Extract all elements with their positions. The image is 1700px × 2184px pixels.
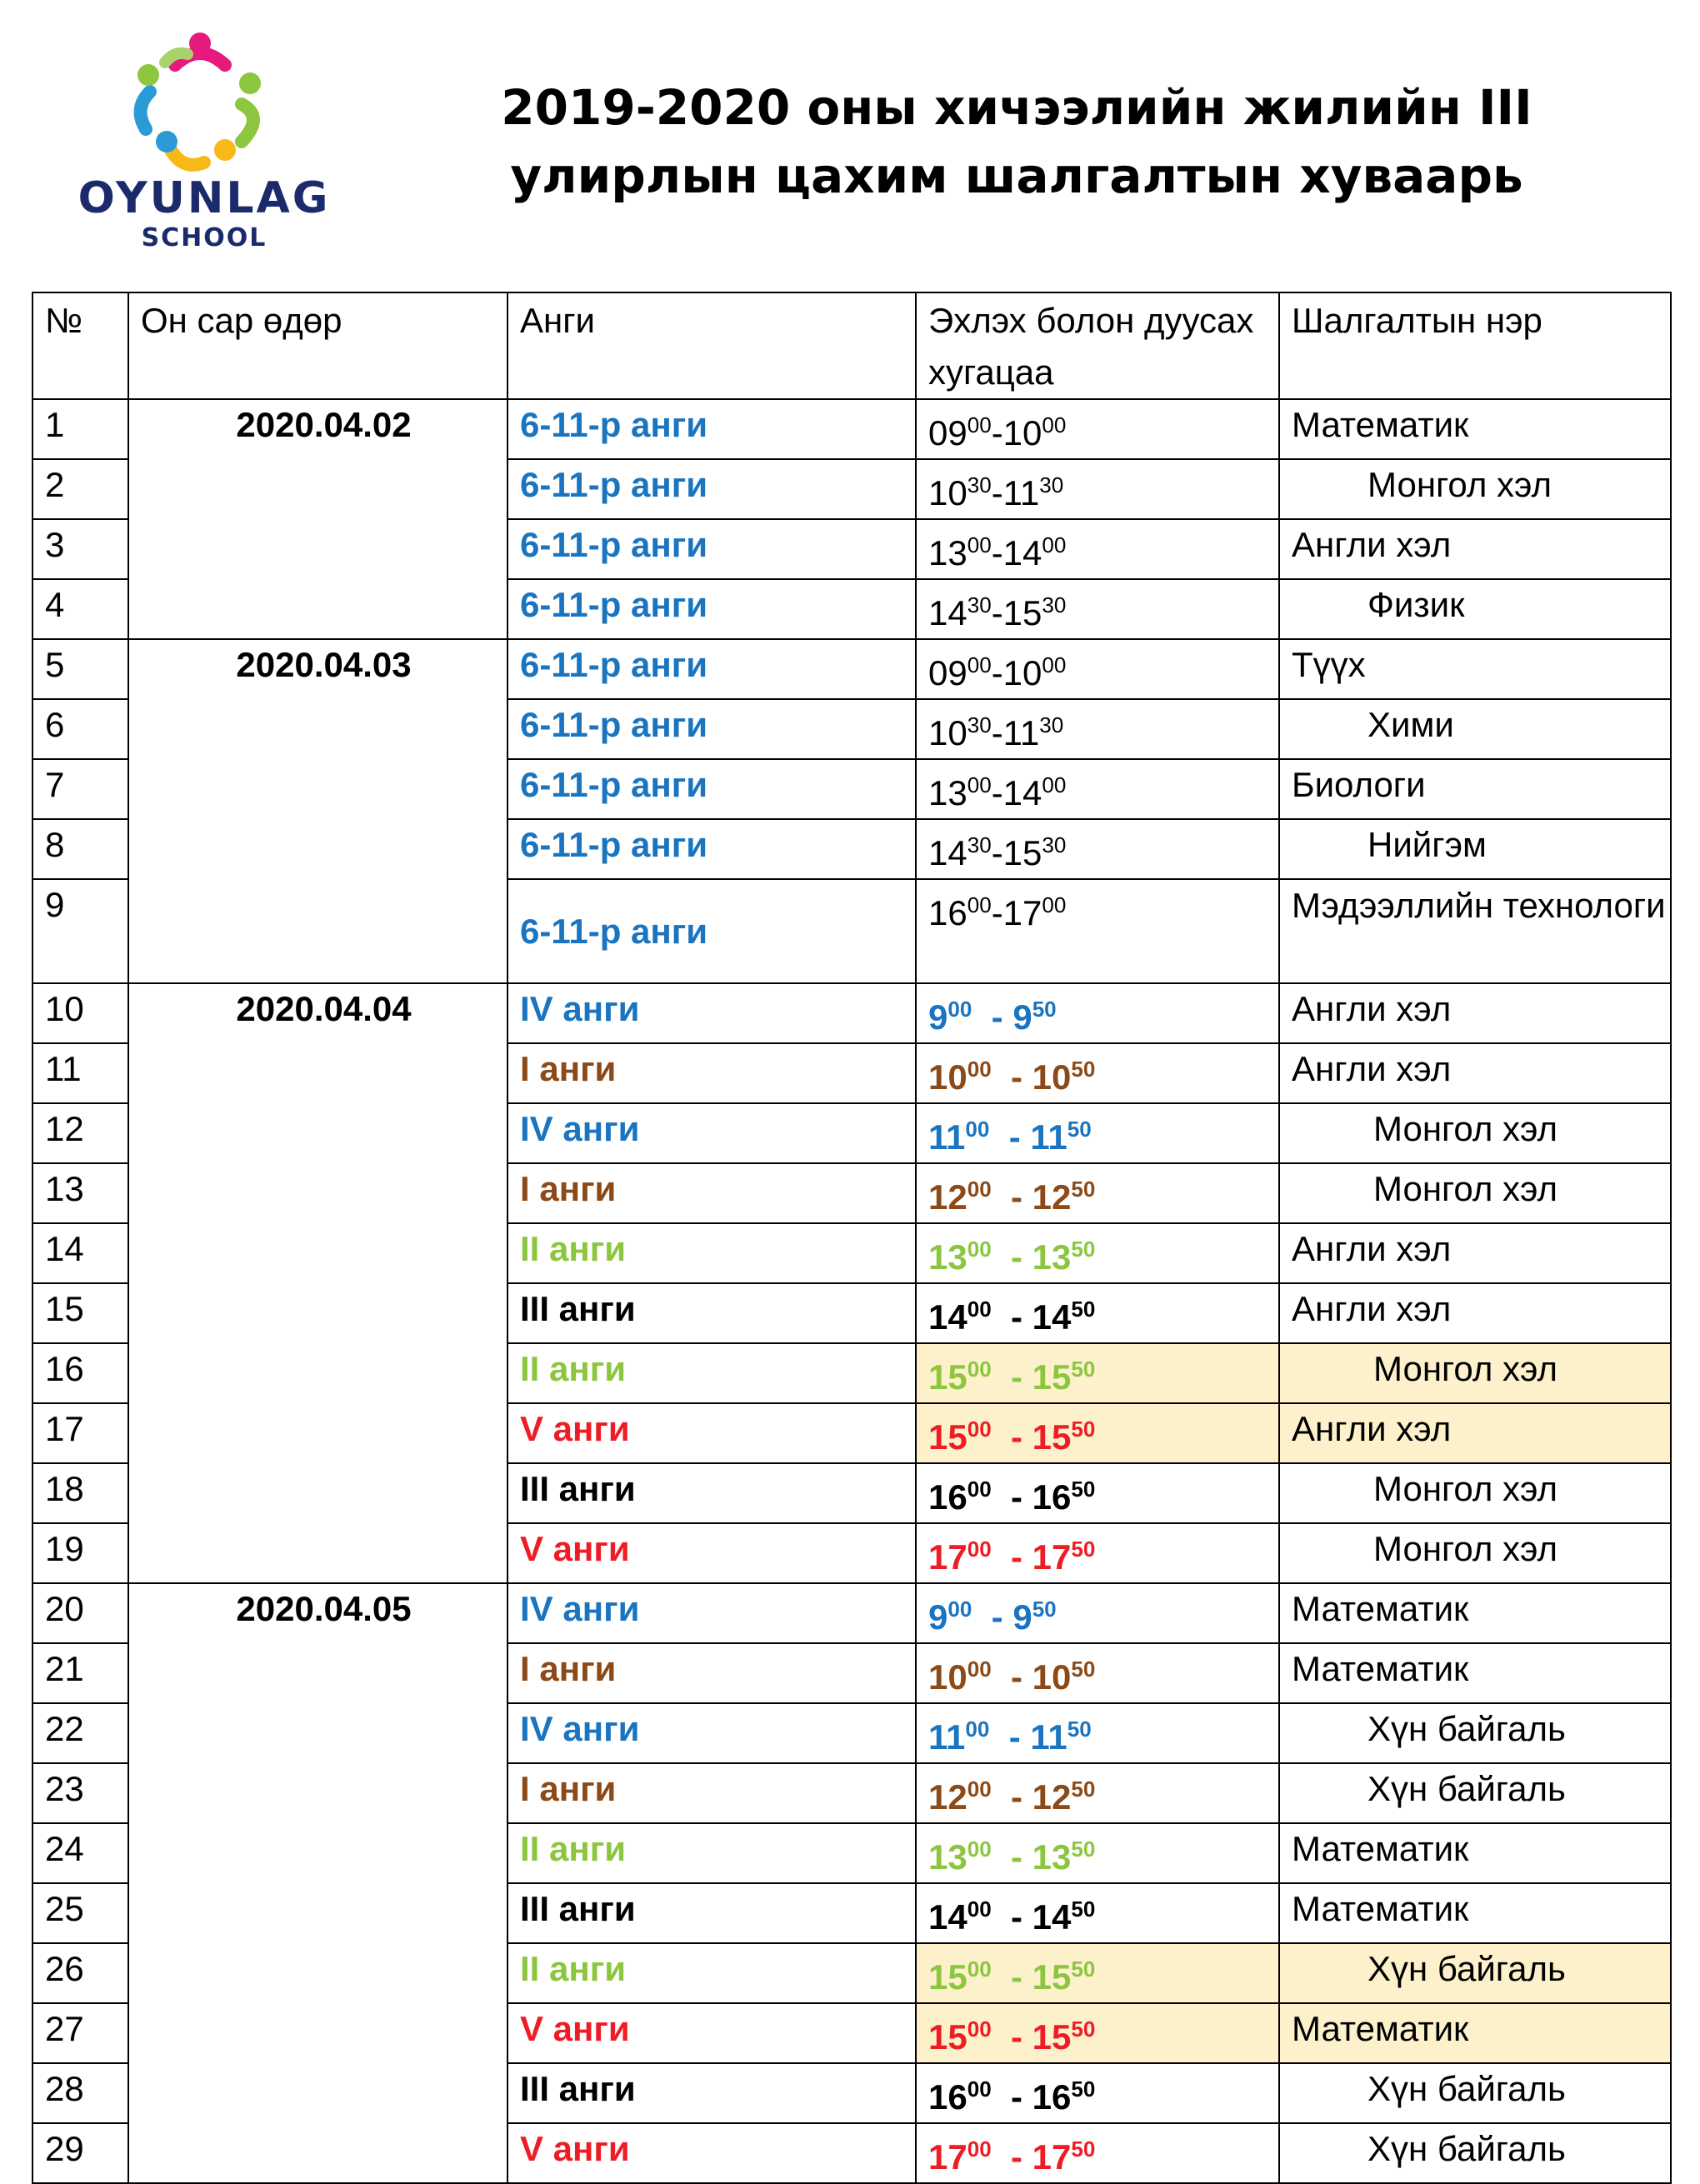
start-hour: 10 bbox=[928, 1657, 968, 1697]
row-number: 28 bbox=[32, 2063, 128, 2123]
exam-time bbox=[916, 1163, 1279, 1223]
exam-date: 2020.04.04 bbox=[128, 983, 508, 1583]
end-minute: 50 bbox=[1071, 1537, 1096, 1562]
end-hour: - 11 bbox=[989, 1117, 1068, 1157]
exam-name: Англи хэл bbox=[1279, 1403, 1671, 1463]
exam-time bbox=[916, 819, 1279, 879]
class-name: V анги bbox=[508, 2003, 916, 2063]
exam-name: Хими bbox=[1279, 699, 1671, 759]
end-minute: 50 bbox=[1071, 1237, 1096, 1262]
end-hour: -15 bbox=[991, 593, 1042, 632]
exam-time bbox=[916, 459, 1279, 519]
row-number: 27 bbox=[32, 2003, 128, 2063]
end-hour: - 13 bbox=[991, 1237, 1072, 1277]
end-minute: 50 bbox=[1071, 1177, 1096, 1202]
row-number: 26 bbox=[32, 1943, 128, 2003]
header-date: Он сар өдөр bbox=[128, 292, 508, 399]
class-name: 6-11-р анги bbox=[508, 879, 916, 983]
end-minute: 50 bbox=[1071, 1957, 1096, 1982]
start-hour: 13 bbox=[928, 773, 968, 812]
end-minute: 30 bbox=[1042, 832, 1067, 857]
start-minute: 30 bbox=[967, 472, 992, 497]
exam-name: Түүх bbox=[1279, 639, 1671, 699]
end-minute: 50 bbox=[1067, 1117, 1092, 1142]
class-name: III анги bbox=[508, 1883, 916, 1943]
header-class: Анги bbox=[508, 292, 916, 399]
start-hour: 11 bbox=[928, 1717, 966, 1757]
exam-time bbox=[916, 1703, 1279, 1763]
end-minute: 50 bbox=[1032, 1597, 1057, 1622]
end-hour: -14 bbox=[991, 773, 1042, 812]
end-hour: - 11 bbox=[989, 1717, 1068, 1757]
exam-time bbox=[916, 699, 1279, 759]
end-minute: 50 bbox=[1071, 1357, 1096, 1382]
school-logo bbox=[50, 25, 358, 250]
exam-name: Биологи bbox=[1279, 759, 1671, 819]
start-hour: 14 bbox=[928, 833, 968, 872]
end-minute: 50 bbox=[1071, 1657, 1096, 1682]
class-name: V анги bbox=[508, 2123, 916, 2183]
exam-time bbox=[916, 1283, 1279, 1343]
start-hour: 15 bbox=[928, 2017, 968, 2057]
exam-name: Монгол хэл bbox=[1279, 1523, 1671, 1583]
end-hour: - 15 bbox=[991, 1357, 1072, 1397]
start-minute: 00 bbox=[967, 1177, 992, 1202]
end-hour: - 16 bbox=[991, 2077, 1072, 2117]
start-hour: 17 bbox=[928, 2137, 968, 2177]
row-number: 19 bbox=[32, 1523, 128, 1583]
row-number: 24 bbox=[32, 1823, 128, 1883]
class-name: IV анги bbox=[508, 983, 916, 1043]
end-minute: 50 bbox=[1071, 2077, 1096, 2102]
start-hour: 14 bbox=[928, 593, 968, 632]
end-hour: -14 bbox=[991, 533, 1042, 572]
row-number: 5 bbox=[32, 639, 128, 699]
start-hour: 16 bbox=[928, 893, 968, 932]
logo-emblem-icon bbox=[117, 25, 283, 175]
end-hour: - 9 bbox=[972, 997, 1032, 1037]
row-number: 22 bbox=[32, 1703, 128, 1763]
start-hour: 15 bbox=[928, 1417, 968, 1457]
row-number: 15 bbox=[32, 1283, 128, 1343]
start-minute: 00 bbox=[967, 1657, 992, 1682]
exam-time bbox=[916, 759, 1279, 819]
class-name: V анги bbox=[508, 1403, 916, 1463]
start-hour: 09 bbox=[928, 413, 968, 452]
exam-schedule-table bbox=[32, 292, 1672, 2184]
exam-time bbox=[916, 879, 1279, 983]
end-minute: 30 bbox=[1042, 592, 1067, 617]
start-minute: 30 bbox=[967, 832, 992, 857]
end-hour: -17 bbox=[991, 893, 1042, 932]
start-hour: 13 bbox=[928, 1837, 968, 1877]
row-number: 9 bbox=[32, 879, 128, 983]
start-hour: 10 bbox=[928, 713, 968, 752]
end-minute: 50 bbox=[1071, 1897, 1096, 1922]
end-minute: 50 bbox=[1071, 2137, 1096, 2162]
page-title: 2019-2020 оны хичээлийн жилийн III улирлын цахим шалгалтын хуваарь bbox=[501, 79, 1532, 204]
row-number: 14 bbox=[32, 1223, 128, 1283]
class-name: 6-11-р анги bbox=[508, 579, 916, 639]
start-hour: 14 bbox=[928, 1297, 968, 1337]
class-name: IV анги bbox=[508, 1703, 916, 1763]
end-minute: 00 bbox=[1042, 772, 1067, 797]
exam-time bbox=[916, 983, 1279, 1043]
exam-time bbox=[916, 2003, 1279, 2063]
exam-name: Математик bbox=[1279, 1883, 1671, 1943]
start-hour: 16 bbox=[928, 1477, 968, 1517]
exam-date: 2020.04.05 bbox=[128, 1583, 508, 2183]
exam-time bbox=[916, 639, 1279, 699]
end-minute: 00 bbox=[1042, 532, 1067, 557]
end-hour: - 14 bbox=[991, 1297, 1072, 1337]
row-number: 7 bbox=[32, 759, 128, 819]
exam-name: Англи хэл bbox=[1279, 983, 1671, 1043]
end-hour: - 9 bbox=[972, 1597, 1032, 1637]
start-hour: 17 bbox=[928, 1537, 968, 1577]
row-number: 4 bbox=[32, 579, 128, 639]
exam-name: Англи хэл bbox=[1279, 1043, 1671, 1103]
end-hour: - 14 bbox=[991, 1897, 1072, 1937]
row-number: 23 bbox=[32, 1763, 128, 1823]
row-number: 12 bbox=[32, 1103, 128, 1163]
start-minute: 30 bbox=[967, 712, 992, 737]
row-number: 8 bbox=[32, 819, 128, 879]
row-number: 21 bbox=[32, 1643, 128, 1703]
exam-time bbox=[916, 1103, 1279, 1163]
end-minute: 50 bbox=[1071, 1777, 1096, 1802]
exam-name: Математик bbox=[1279, 2003, 1671, 2063]
end-hour: -15 bbox=[991, 833, 1042, 872]
exam-name: Англи хэл bbox=[1279, 1283, 1671, 1343]
start-minute: 00 bbox=[967, 532, 992, 557]
class-name: II анги bbox=[508, 1943, 916, 2003]
exam-time bbox=[916, 579, 1279, 639]
end-minute: 30 bbox=[1039, 472, 1064, 497]
start-hour: 14 bbox=[928, 1897, 968, 1937]
class-name: I анги bbox=[508, 1763, 916, 1823]
exam-time bbox=[916, 2123, 1279, 2183]
exam-name: Монгол хэл bbox=[1279, 1163, 1671, 1223]
end-hour: -10 bbox=[991, 653, 1042, 692]
end-hour: - 17 bbox=[991, 1537, 1072, 1577]
header-no: № bbox=[32, 292, 128, 399]
end-minute: 50 bbox=[1071, 1297, 1096, 1322]
exam-time bbox=[916, 1883, 1279, 1943]
start-minute: 00 bbox=[965, 1717, 990, 1742]
exam-name: Хүн байгаль bbox=[1279, 1763, 1671, 1823]
exam-time bbox=[916, 1403, 1279, 1463]
start-minute: 00 bbox=[967, 1897, 992, 1922]
end-minute: 00 bbox=[1042, 892, 1067, 917]
class-name: IV анги bbox=[508, 1103, 916, 1163]
start-minute: 00 bbox=[967, 1477, 992, 1502]
start-minute: 00 bbox=[967, 1957, 992, 1982]
exam-date: 2020.04.02 bbox=[128, 399, 508, 639]
start-minute: 00 bbox=[967, 2017, 992, 2042]
start-minute: 00 bbox=[967, 1777, 992, 1802]
end-minute: 50 bbox=[1071, 1417, 1096, 1442]
exam-time bbox=[916, 399, 1279, 459]
end-minute: 50 bbox=[1071, 1057, 1096, 1082]
exam-name: Хүн байгаль bbox=[1279, 1943, 1671, 2003]
start-minute: 00 bbox=[967, 1837, 992, 1862]
start-hour: 15 bbox=[928, 1357, 968, 1397]
row-number: 2 bbox=[32, 459, 128, 519]
exam-name: Физик bbox=[1279, 579, 1671, 639]
end-hour: - 10 bbox=[991, 1057, 1072, 1097]
row-number: 29 bbox=[32, 2123, 128, 2183]
exam-name: Нийгэм bbox=[1279, 819, 1671, 879]
class-name: 6-11-р анги bbox=[508, 819, 916, 879]
class-name: II анги bbox=[508, 1223, 916, 1283]
end-hour: - 10 bbox=[991, 1657, 1072, 1697]
start-minute: 00 bbox=[967, 1237, 992, 1262]
table-row bbox=[32, 1583, 1671, 1643]
class-name: II анги bbox=[508, 1823, 916, 1883]
end-minute: 50 bbox=[1071, 1477, 1096, 1502]
table-row bbox=[32, 639, 1671, 699]
exam-name: Монгол хэл bbox=[1279, 1343, 1671, 1403]
exam-time bbox=[916, 1523, 1279, 1583]
row-number: 11 bbox=[32, 1043, 128, 1103]
exam-name: Хүн байгаль bbox=[1279, 2123, 1671, 2183]
logo-subtitle: SCHOOL bbox=[141, 223, 268, 252]
start-hour: 10 bbox=[928, 473, 968, 512]
exam-name: Англи хэл bbox=[1279, 519, 1671, 579]
end-hour: - 16 bbox=[991, 1477, 1072, 1517]
header-time: Эхлэх болон дуусах хугацаа bbox=[916, 292, 1279, 399]
exam-name: Монгол хэл bbox=[1279, 1103, 1671, 1163]
class-name: I анги bbox=[508, 1643, 916, 1703]
exam-name: Хүн байгаль bbox=[1279, 1703, 1671, 1763]
row-number: 25 bbox=[32, 1883, 128, 1943]
table-row bbox=[32, 399, 1671, 459]
exam-time bbox=[916, 1343, 1279, 1403]
start-minute: 00 bbox=[967, 2137, 992, 2162]
exam-time bbox=[916, 1463, 1279, 1523]
class-name: 6-11-р анги bbox=[508, 459, 916, 519]
start-minute: 00 bbox=[967, 772, 992, 797]
exam-time bbox=[916, 1643, 1279, 1703]
header-exam: Шалгалтын нэр bbox=[1279, 292, 1671, 399]
end-minute: 00 bbox=[1042, 412, 1067, 437]
end-hour: - 12 bbox=[991, 1177, 1072, 1217]
end-minute: 30 bbox=[1039, 712, 1064, 737]
start-minute: 00 bbox=[948, 997, 972, 1022]
start-hour: 09 bbox=[928, 653, 968, 692]
start-hour: 13 bbox=[928, 1237, 968, 1277]
end-hour: - 15 bbox=[991, 2017, 1072, 2057]
start-minute: 00 bbox=[967, 1057, 992, 1082]
exam-name: Математик bbox=[1279, 1643, 1671, 1703]
class-name: V анги bbox=[508, 1523, 916, 1583]
exam-name: Монгол хэл bbox=[1279, 459, 1671, 519]
start-minute: 00 bbox=[967, 412, 992, 437]
row-number: 3 bbox=[32, 519, 128, 579]
class-name: 6-11-р анги bbox=[508, 399, 916, 459]
end-hour: - 17 bbox=[991, 2137, 1072, 2177]
exam-name: Хүн байгаль bbox=[1279, 2063, 1671, 2123]
start-hour: 13 bbox=[928, 533, 968, 572]
class-name: 6-11-р анги bbox=[508, 759, 916, 819]
exam-name: Математик bbox=[1279, 1583, 1671, 1643]
exam-time bbox=[916, 519, 1279, 579]
exam-name: Англи хэл bbox=[1279, 1223, 1671, 1283]
exam-time bbox=[916, 1223, 1279, 1283]
start-hour: 11 bbox=[928, 1117, 966, 1157]
start-hour: 12 bbox=[928, 1177, 968, 1217]
class-name: III анги bbox=[508, 2063, 916, 2123]
class-name: I анги bbox=[508, 1163, 916, 1223]
exam-date: 2020.04.03 bbox=[128, 639, 508, 983]
table-row bbox=[32, 983, 1671, 1043]
class-name: II анги bbox=[508, 1343, 916, 1403]
class-name: III анги bbox=[508, 1463, 916, 1523]
exam-name: Математик bbox=[1279, 1823, 1671, 1883]
start-hour: 12 bbox=[928, 1777, 968, 1817]
exam-name: Монгол хэл bbox=[1279, 1463, 1671, 1523]
exam-time bbox=[916, 1583, 1279, 1643]
end-hour: - 12 bbox=[991, 1777, 1072, 1817]
row-number: 20 bbox=[32, 1583, 128, 1643]
start-minute: 00 bbox=[967, 2077, 992, 2102]
class-name: III анги bbox=[508, 1283, 916, 1343]
exam-time bbox=[916, 1763, 1279, 1823]
class-name: 6-11-р анги bbox=[508, 639, 916, 699]
exam-time bbox=[916, 1043, 1279, 1103]
start-hour: 16 bbox=[928, 2077, 968, 2117]
exam-time bbox=[916, 1943, 1279, 2003]
start-hour: 10 bbox=[928, 1057, 968, 1097]
end-hour: - 13 bbox=[991, 1837, 1072, 1877]
logo-name: OYUNLAG bbox=[78, 173, 331, 223]
end-minute: 50 bbox=[1071, 2017, 1096, 2042]
end-minute: 50 bbox=[1071, 1837, 1096, 1862]
start-hour: 9 bbox=[928, 997, 948, 1037]
row-number: 17 bbox=[32, 1403, 128, 1463]
row-number: 13 bbox=[32, 1163, 128, 1223]
start-hour: 9 bbox=[928, 1597, 948, 1637]
exam-time bbox=[916, 1823, 1279, 1883]
exam-time bbox=[916, 2063, 1279, 2123]
row-number: 1 bbox=[32, 399, 128, 459]
start-minute: 00 bbox=[967, 892, 992, 917]
row-number: 10 bbox=[32, 983, 128, 1043]
start-minute: 00 bbox=[967, 1537, 992, 1562]
start-minute: 00 bbox=[967, 652, 992, 677]
end-minute: 50 bbox=[1067, 1717, 1092, 1742]
row-number: 16 bbox=[32, 1343, 128, 1403]
end-hour: -11 bbox=[991, 713, 1040, 752]
start-hour: 15 bbox=[928, 1957, 968, 1997]
start-minute: 30 bbox=[967, 592, 992, 617]
start-minute: 00 bbox=[948, 1597, 972, 1622]
class-name: 6-11-р анги bbox=[508, 519, 916, 579]
exam-name: Математик bbox=[1279, 399, 1671, 459]
start-minute: 00 bbox=[967, 1297, 992, 1322]
end-hour: - 15 bbox=[991, 1417, 1072, 1457]
class-name: 6-11-р анги bbox=[508, 699, 916, 759]
class-name: I анги bbox=[508, 1043, 916, 1103]
exam-name: Мэдээллийн технологи bbox=[1279, 879, 1671, 983]
end-hour: - 15 bbox=[991, 1957, 1072, 1997]
end-minute: 50 bbox=[1032, 997, 1057, 1022]
start-minute: 00 bbox=[965, 1117, 990, 1142]
start-minute: 00 bbox=[967, 1417, 992, 1442]
end-minute: 00 bbox=[1042, 652, 1067, 677]
end-hour: -11 bbox=[991, 473, 1040, 512]
end-hour: -10 bbox=[991, 413, 1042, 452]
row-number: 6 bbox=[32, 699, 128, 759]
row-number: 18 bbox=[32, 1463, 128, 1523]
start-minute: 00 bbox=[967, 1357, 992, 1382]
header-row bbox=[32, 292, 1671, 399]
class-name: IV анги bbox=[508, 1583, 916, 1643]
